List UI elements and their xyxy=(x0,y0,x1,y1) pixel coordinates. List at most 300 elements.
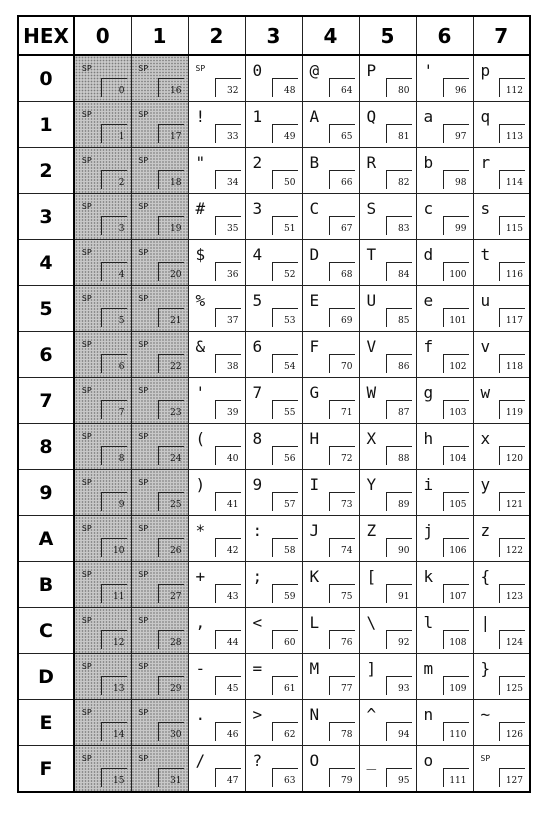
char-glyph: ^ xyxy=(366,705,377,724)
char-glyph: m xyxy=(423,659,434,678)
decimal-code-box: 34 xyxy=(215,170,241,189)
char-glyph: b xyxy=(423,153,434,172)
char-cell xyxy=(473,378,530,424)
char-cell xyxy=(416,240,473,286)
char-cell xyxy=(302,608,359,654)
char-glyph: 5 xyxy=(252,291,263,310)
row-header-hex: 3 xyxy=(18,194,74,240)
hex-character-table xyxy=(17,15,531,793)
decimal-code-box: 46 xyxy=(215,722,241,741)
char-cell xyxy=(416,194,473,240)
decimal-code-box: 111 xyxy=(443,768,469,787)
char-cell xyxy=(188,378,245,424)
decimal-code-box: 43 xyxy=(215,584,241,603)
decimal-code-box: 13 xyxy=(101,676,127,695)
char-glyph: SP xyxy=(82,662,92,671)
char-cell xyxy=(188,194,245,240)
decimal-code-box: 122 xyxy=(499,538,525,557)
char-glyph: X xyxy=(366,429,377,448)
char-cell xyxy=(416,700,473,746)
decimal-code-box: 60 xyxy=(272,630,298,649)
decimal-code-box: 77 xyxy=(329,676,355,695)
char-cell xyxy=(245,746,302,793)
char-cell xyxy=(416,424,473,470)
char-cell xyxy=(473,286,530,332)
char-glyph: Q xyxy=(366,107,377,126)
char-cell xyxy=(131,700,188,746)
char-glyph: e xyxy=(423,291,434,310)
decimal-code-box: 1 xyxy=(101,124,127,143)
char-cell xyxy=(473,332,530,378)
decimal-code-box: 6 xyxy=(101,354,127,373)
char-glyph: SP xyxy=(138,616,149,625)
decimal-code-box: 119 xyxy=(499,400,525,419)
char-glyph: H xyxy=(309,429,320,448)
char-cell xyxy=(188,286,245,332)
char-cell xyxy=(302,378,359,424)
char-cell xyxy=(302,102,359,148)
column-header-3: 3 xyxy=(245,16,302,55)
decimal-code-box: 68 xyxy=(329,262,355,281)
char-cell xyxy=(74,700,131,746)
decimal-code-box: 121 xyxy=(499,492,525,511)
decimal-code-box: 65 xyxy=(329,124,355,143)
decimal-code-box: 22 xyxy=(158,354,184,373)
decimal-code-box: 61 xyxy=(272,676,298,695)
char-glyph: , xyxy=(195,613,206,632)
decimal-code-box: 86 xyxy=(386,354,412,373)
decimal-code-box: 42 xyxy=(215,538,241,557)
char-cell xyxy=(245,654,302,700)
decimal-code-box: 100 xyxy=(443,262,469,281)
decimal-code-box: 102 xyxy=(443,354,469,373)
char-glyph: A xyxy=(309,107,320,126)
decimal-code-box: 44 xyxy=(215,630,241,649)
char-glyph: 1 xyxy=(252,107,263,126)
row-header-hex: 4 xyxy=(18,240,74,286)
char-cell xyxy=(131,240,188,286)
decimal-code-box: 73 xyxy=(329,492,355,511)
char-glyph: o xyxy=(423,751,434,770)
char-glyph: 3 xyxy=(252,199,263,218)
char-cell xyxy=(131,746,188,793)
decimal-code-box: 17 xyxy=(158,124,184,143)
char-cell xyxy=(473,55,530,102)
char-cell xyxy=(131,102,188,148)
char-glyph: SP xyxy=(82,570,92,579)
char-glyph: C xyxy=(309,199,320,218)
decimal-code-box: 115 xyxy=(499,216,525,235)
char-cell xyxy=(74,516,131,562)
decimal-code-box: 64 xyxy=(329,78,355,97)
decimal-code-box: 19 xyxy=(158,216,184,235)
decimal-code-box: 76 xyxy=(329,630,355,649)
char-cell xyxy=(473,562,530,608)
decimal-code-box: 4 xyxy=(101,262,127,281)
decimal-code-box: 27 xyxy=(158,584,184,603)
decimal-code-box: 112 xyxy=(499,78,525,97)
char-glyph: SP xyxy=(82,754,92,763)
char-cell xyxy=(416,55,473,102)
char-cell xyxy=(188,654,245,700)
char-cell xyxy=(473,746,530,793)
decimal-code-box: 83 xyxy=(386,216,412,235)
table-row xyxy=(18,700,530,746)
decimal-code-box: 16 xyxy=(158,78,184,97)
char-glyph: B xyxy=(309,153,320,172)
char-cell xyxy=(359,102,416,148)
row-header-hex: 6 xyxy=(18,332,74,378)
decimal-code-box: 71 xyxy=(329,400,355,419)
row-header-hex: F xyxy=(18,746,74,793)
char-glyph: SP xyxy=(138,478,149,487)
char-glyph: SP xyxy=(82,110,92,119)
decimal-code-box: 18 xyxy=(158,170,184,189)
table-row xyxy=(18,240,530,286)
decimal-code-box: 99 xyxy=(443,216,469,235)
table-row xyxy=(18,332,530,378)
char-glyph: ) xyxy=(195,475,206,494)
char-glyph: T xyxy=(366,245,377,264)
char-cell xyxy=(131,148,188,194)
decimal-code-box: 118 xyxy=(499,354,525,373)
table-row xyxy=(18,562,530,608)
char-cell xyxy=(473,102,530,148)
char-glyph: ( xyxy=(195,429,206,448)
decimal-code-box: 45 xyxy=(215,676,241,695)
char-glyph: # xyxy=(195,199,206,218)
decimal-code-box: 120 xyxy=(499,446,525,465)
char-glyph: SP xyxy=(138,754,149,763)
char-cell xyxy=(359,332,416,378)
char-glyph: SP xyxy=(138,570,149,579)
decimal-code-box: 26 xyxy=(158,538,184,557)
char-glyph: U xyxy=(366,291,377,310)
char-cell xyxy=(473,424,530,470)
decimal-code-box: 51 xyxy=(272,216,298,235)
char-cell xyxy=(131,286,188,332)
char-glyph: $ xyxy=(195,245,206,264)
char-cell xyxy=(74,470,131,516)
decimal-code-box: 48 xyxy=(272,78,298,97)
decimal-code-box: 32 xyxy=(215,78,241,97)
char-glyph: E xyxy=(309,291,320,310)
decimal-code-box: 58 xyxy=(272,538,298,557)
char-cell xyxy=(74,378,131,424)
char-glyph: 2 xyxy=(252,153,263,172)
table-row xyxy=(18,194,530,240)
char-cell xyxy=(359,424,416,470)
char-cell xyxy=(188,516,245,562)
char-cell xyxy=(416,332,473,378)
char-cell xyxy=(245,286,302,332)
char-cell xyxy=(359,608,416,654)
char-glyph: SP xyxy=(138,432,149,441)
char-glyph: ] xyxy=(366,659,377,678)
char-glyph: + xyxy=(195,567,206,586)
char-glyph: I xyxy=(309,475,320,494)
decimal-code-box: 105 xyxy=(443,492,469,511)
column-header-0: 0 xyxy=(74,16,131,55)
decimal-code-box: 101 xyxy=(443,308,469,327)
char-glyph: n xyxy=(423,705,434,724)
decimal-code-box: 93 xyxy=(386,676,412,695)
row-header-hex: 0 xyxy=(18,55,74,102)
decimal-code-box: 96 xyxy=(443,78,469,97)
char-glyph: SP xyxy=(82,478,92,487)
decimal-code-box: 5 xyxy=(101,308,127,327)
table-body xyxy=(18,55,530,792)
char-glyph: _ xyxy=(366,751,377,770)
char-glyph: SP xyxy=(138,248,149,257)
char-glyph: SP xyxy=(138,524,149,533)
decimal-code-box: 20 xyxy=(158,262,184,281)
char-glyph: SP xyxy=(480,754,491,763)
char-cell xyxy=(416,562,473,608)
char-glyph: SP xyxy=(82,156,92,165)
decimal-code-box: 87 xyxy=(386,400,412,419)
decimal-code-box: 56 xyxy=(272,446,298,465)
table-row xyxy=(18,286,530,332)
decimal-code-box: 69 xyxy=(329,308,355,327)
char-glyph: k xyxy=(423,567,434,586)
char-glyph: \ xyxy=(366,613,377,632)
char-glyph: P xyxy=(366,61,377,80)
char-glyph: } xyxy=(480,659,491,678)
table-row xyxy=(18,608,530,654)
char-glyph: { xyxy=(480,567,491,586)
char-glyph: SP xyxy=(82,248,92,257)
char-glyph: SP xyxy=(138,294,149,303)
char-cell xyxy=(131,654,188,700)
decimal-code-box: 117 xyxy=(499,308,525,327)
decimal-code-box: 127 xyxy=(499,768,525,787)
row-header-hex: 9 xyxy=(18,470,74,516)
decimal-code-box: 23 xyxy=(158,400,184,419)
char-cell xyxy=(131,332,188,378)
char-glyph: 7 xyxy=(252,383,263,402)
char-glyph: SP xyxy=(195,64,206,73)
decimal-code-box: 25 xyxy=(158,492,184,511)
char-glyph: c xyxy=(423,199,434,218)
table-row xyxy=(18,102,530,148)
decimal-code-box: 8 xyxy=(101,446,127,465)
char-cell xyxy=(245,332,302,378)
char-cell xyxy=(245,424,302,470)
decimal-code-box: 63 xyxy=(272,768,298,787)
char-cell xyxy=(302,286,359,332)
char-cell xyxy=(416,608,473,654)
decimal-code-box: 49 xyxy=(272,124,298,143)
char-cell xyxy=(188,562,245,608)
char-cell xyxy=(245,240,302,286)
decimal-code-box: 31 xyxy=(158,768,184,787)
decimal-code-box: 94 xyxy=(386,722,412,741)
char-glyph: & xyxy=(195,337,206,356)
char-glyph: SP xyxy=(82,386,92,395)
char-cell xyxy=(245,608,302,654)
char-glyph: ; xyxy=(252,567,263,586)
row-header-hex: 8 xyxy=(18,424,74,470)
char-cell xyxy=(302,332,359,378)
decimal-code-box: 88 xyxy=(386,446,412,465)
char-cell xyxy=(245,194,302,240)
decimal-code-box: 97 xyxy=(443,124,469,143)
decimal-code-box: 59 xyxy=(272,584,298,603)
char-cell xyxy=(74,424,131,470)
decimal-code-box: 103 xyxy=(443,400,469,419)
decimal-code-box: 35 xyxy=(215,216,241,235)
char-glyph: j xyxy=(423,521,434,540)
char-glyph: J xyxy=(309,521,320,540)
char-glyph: SP xyxy=(82,708,92,717)
char-cell xyxy=(188,102,245,148)
decimal-code-box: 66 xyxy=(329,170,355,189)
char-cell xyxy=(245,102,302,148)
decimal-code-box: 90 xyxy=(386,538,412,557)
char-glyph: D xyxy=(309,245,320,264)
char-glyph: z xyxy=(480,521,491,540)
char-glyph: M xyxy=(309,659,320,678)
table-row xyxy=(18,654,530,700)
char-glyph: w xyxy=(480,383,491,402)
decimal-code-box: 107 xyxy=(443,584,469,603)
char-cell xyxy=(188,424,245,470)
char-glyph: 0 xyxy=(252,61,263,80)
char-glyph: O xyxy=(309,751,320,770)
char-glyph: SP xyxy=(82,294,92,303)
char-cell xyxy=(359,148,416,194)
decimal-code-box: 54 xyxy=(272,354,298,373)
table-row xyxy=(18,424,530,470)
table-row xyxy=(18,746,530,793)
decimal-code-box: 95 xyxy=(386,768,412,787)
table-row xyxy=(18,55,530,102)
decimal-code-box: 2 xyxy=(101,170,127,189)
char-cell xyxy=(74,332,131,378)
decimal-code-box: 62 xyxy=(272,722,298,741)
decimal-code-box: 106 xyxy=(443,538,469,557)
char-glyph: Y xyxy=(366,475,377,494)
char-cell xyxy=(131,194,188,240)
char-glyph: SP xyxy=(138,64,149,73)
decimal-code-box: 15 xyxy=(101,768,127,787)
decimal-code-box: 70 xyxy=(329,354,355,373)
char-glyph: SP xyxy=(82,64,92,73)
decimal-code-box: 75 xyxy=(329,584,355,603)
decimal-code-box: 109 xyxy=(443,676,469,695)
char-glyph: SP xyxy=(138,202,149,211)
char-cell xyxy=(188,746,245,793)
char-cell xyxy=(473,608,530,654)
char-cell xyxy=(131,608,188,654)
decimal-code-box: 84 xyxy=(386,262,412,281)
decimal-code-box: 38 xyxy=(215,354,241,373)
char-glyph: < xyxy=(252,613,263,632)
decimal-code-box: 80 xyxy=(386,78,412,97)
char-glyph: r xyxy=(480,153,491,172)
char-glyph: v xyxy=(480,337,491,356)
char-glyph: SP xyxy=(82,524,92,533)
decimal-code-box: 37 xyxy=(215,308,241,327)
char-glyph: ? xyxy=(252,751,263,770)
char-cell xyxy=(302,516,359,562)
char-cell xyxy=(188,700,245,746)
char-cell xyxy=(131,516,188,562)
char-glyph: N xyxy=(309,705,320,724)
decimal-code-box: 82 xyxy=(386,170,412,189)
decimal-code-box: 57 xyxy=(272,492,298,511)
decimal-code-box: 125 xyxy=(499,676,525,695)
decimal-code-box: 3 xyxy=(101,216,127,235)
decimal-code-box: 28 xyxy=(158,630,184,649)
char-cell xyxy=(188,55,245,102)
char-glyph: [ xyxy=(366,567,377,586)
decimal-code-box: 85 xyxy=(386,308,412,327)
char-cell xyxy=(131,55,188,102)
row-header-hex: E xyxy=(18,700,74,746)
char-glyph: : xyxy=(252,521,263,540)
char-cell xyxy=(302,562,359,608)
char-glyph: i xyxy=(423,475,434,494)
char-cell xyxy=(416,148,473,194)
char-glyph: SP xyxy=(138,110,149,119)
decimal-code-box: 39 xyxy=(215,400,241,419)
char-glyph: u xyxy=(480,291,491,310)
char-cell xyxy=(359,654,416,700)
decimal-code-box: 36 xyxy=(215,262,241,281)
decimal-code-box: 72 xyxy=(329,446,355,465)
char-cell xyxy=(302,654,359,700)
table-row xyxy=(18,378,530,424)
column-header-4: 4 xyxy=(302,16,359,55)
row-header-hex: B xyxy=(18,562,74,608)
decimal-code-box: 12 xyxy=(101,630,127,649)
char-cell xyxy=(359,194,416,240)
row-header-hex: C xyxy=(18,608,74,654)
decimal-code-box: 30 xyxy=(158,722,184,741)
char-glyph: SP xyxy=(82,340,92,349)
char-cell xyxy=(74,562,131,608)
char-glyph: W xyxy=(366,383,377,402)
row-header-hex: 1 xyxy=(18,102,74,148)
decimal-code-box: 91 xyxy=(386,584,412,603)
char-glyph: R xyxy=(366,153,377,172)
char-cell xyxy=(416,102,473,148)
char-cell xyxy=(416,516,473,562)
char-glyph: L xyxy=(309,613,320,632)
char-glyph: 8 xyxy=(252,429,263,448)
char-cell xyxy=(302,470,359,516)
decimal-code-box: 124 xyxy=(499,630,525,649)
char-cell xyxy=(359,562,416,608)
char-cell xyxy=(302,746,359,793)
char-glyph: q xyxy=(480,107,491,126)
char-cell xyxy=(359,746,416,793)
char-cell xyxy=(359,516,416,562)
decimal-code-box: 126 xyxy=(499,722,525,741)
decimal-code-box: 123 xyxy=(499,584,525,603)
char-cell xyxy=(74,55,131,102)
char-cell xyxy=(359,470,416,516)
char-glyph: SP xyxy=(82,432,92,441)
decimal-code-box: 104 xyxy=(443,446,469,465)
char-cell xyxy=(74,654,131,700)
decimal-code-box: 79 xyxy=(329,768,355,787)
decimal-code-box: 67 xyxy=(329,216,355,235)
char-cell xyxy=(245,470,302,516)
decimal-code-box: 50 xyxy=(272,170,298,189)
